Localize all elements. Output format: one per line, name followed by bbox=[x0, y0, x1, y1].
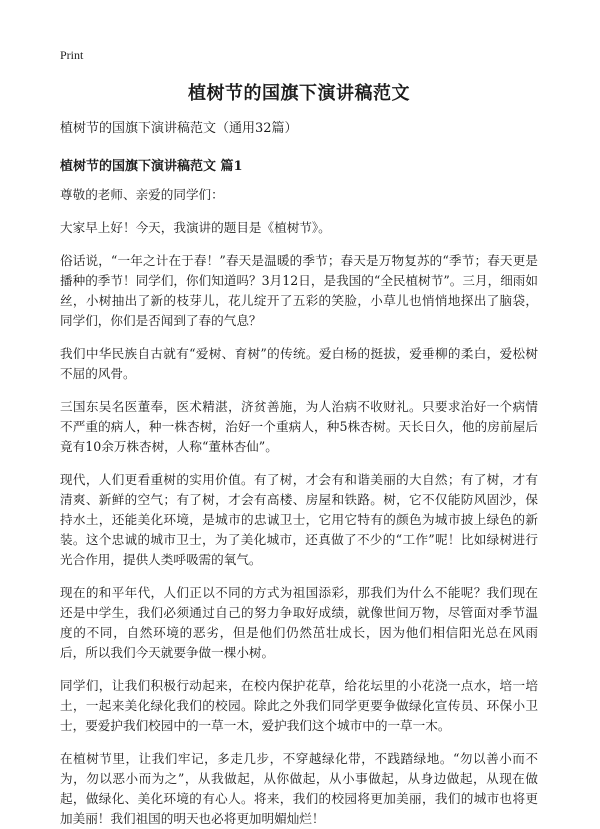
paragraph-peace-era: 现在的和平年代，人们正以不同的方式为祖国添彩，那我们为什么不能呢？我们现在还是中学生，我们必须通过自己的努力争取好成绩，就像世间万物，尽管面对季节温度的不同，自然环境的恶劣，但是他们仍然茁壮成长，因为他们相信阳光总在风雨后，所以我们今天就要争做一棵小树。 bbox=[60, 585, 538, 660]
paragraph-spring: 俗话说，“一年之计在于春！”春天是温暖的季节；春天是万物复苏的“季节；春天更是播种的季节！同学们，你们知道吗？3月12日，是我国的“全民植树节”。三月，细雨如丝，小树抽出了新的枝芽儿，花儿绽开了五彩的笑脸，小草儿也悄悄地探出了脑袋，同学们，你们是否闻到了春的气息？ bbox=[60, 253, 538, 328]
print-link[interactable]: Print bbox=[60, 48, 84, 62]
paragraph-intro: 大家早上好！今天，我演讲的题目是《植树节》。 bbox=[60, 220, 331, 235]
paragraph-call-to-action: 同学们，让我们积极行动起来，在校内保护花草，给花坛里的小花浇一点水，培一培土，一起来美化绿化我们的校园。除此之外我们同学更要争做绿化宣传员、环保小卫士，要爱护我们校园中的一草一木，爱护我们这个城市中的一草一木。 bbox=[60, 678, 538, 733]
document-subtitle: 植树节的国旗下演讲稿范文（通用32篇） bbox=[60, 121, 298, 136]
paragraph-modern-value: 现代，人们更看重树的实用价值。有了树，才会有和谐美丽的大自然；有了树，才有清爽、新鲜的空气；有了树，才会有高楼、房屋和铁路。树，它不仅能防风固沙，保持水土，还能美化环境，是城市的忠诚卫士，它用它特有的颜色为城市披上绿色的新装。这个忠诚的城市卫士，为了美化城市，还真做了不少的“工作”呢！比如绿树进行光合作用，提供人类呼吸需的氧气。 bbox=[60, 472, 538, 567]
paragraph-tradition: 我们中华民族自古就有“爱树、育树”的传统。爱白杨的挺拔，爱垂柳的柔白，爱松树不屈的风骨。 bbox=[60, 346, 538, 381]
paragraph-greeting: 尊敬的老师、亲爱的同学们： bbox=[60, 187, 224, 202]
paragraph-dong-feng: 三国东吴名医董奉，医术精湛，济贫善施，为人治病不收财礼。只要求治好一个病情不严重的病人，种一株杏树，治好一个重病人，种5株杏树。天长日久，他的房前屋后竟有10余万株杏树，人称“董林杏仙”。 bbox=[60, 399, 538, 454]
section-heading: 植树节的国旗下演讲稿范文 篇1 bbox=[60, 159, 243, 174]
document-title: 植树节的国旗下演讲稿范文 bbox=[188, 83, 410, 104]
paragraph-conclusion: 在植树节里，让我们牢记，多走几步，不穿越绿化带，不践踏绿地。“勿以善小而不为，勿以恶小而为之”，从我做起，从你做起，从小事做起，从身边做起，从现在做起，做绿化、美化环境的有心人。将来，我们的校园将更加美丽，我们的城市也将更加美丽！我们祖国的明天也必将更加明媚灿烂！ bbox=[60, 751, 538, 826]
